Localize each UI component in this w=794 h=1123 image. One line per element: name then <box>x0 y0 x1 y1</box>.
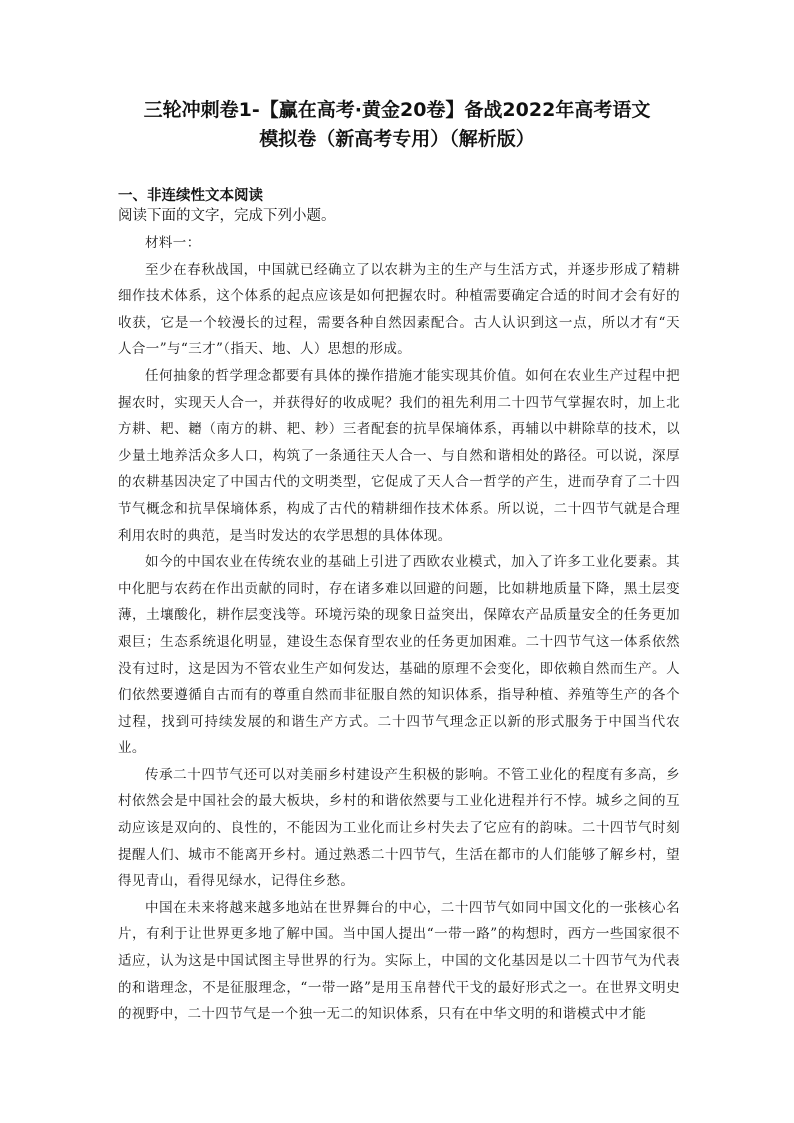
instruction-text: 阅读下面的文字，完成下列小题。 <box>118 208 336 224</box>
document-title <box>60 96 734 154</box>
material-label: 材料一： <box>145 235 201 251</box>
passage-paragraph: 如今的中国农业在传统农业的基础上引进了西欧农业模式，加入了许多工业化要素。其中化肥与农药在作出贡献的同时，存在诸多难以回避的问题，比如耕地质量下降，黑土层变薄，土壤酸化，耕作层变浅等。环境污染的现象日益突出，保障农产品质量安全的任务更加艰巨；生态系统退化明显，建设生态保育型农业的任务更加困难。二十四节气这一体系依然没有过时，这是因为不管农业生产如何发达，基础的原理不会变化，即依赖自然而生产。人们依然要遵循自古而有的尊重自然而非征服自然的知识体系，指导种植、养殖等生产的各个过程，找到可持续发展的和谐生产方式。二十四节气理念正以新的形式服务于中国当代农业。 <box>118 554 680 757</box>
passage-body <box>118 230 680 1028</box>
title-line-2: 模拟卷（新高考专用）（解析版） <box>259 128 535 150</box>
passage-paragraph: 传承二十四节气还可以对美丽乡村建设产生积极的影响。不管工业化的程度有多高，乡村依然会是中国社会的最大板块，乡村的和谐依然要与工业化进程并行不悖。城乡之间的互动应该是双向的、良性的，不能因为工业化而让乡村失去了它应有的韵味。二十四节气时刻提醒人们、城市不能离开乡村。通过熟悉二十四节气，生活在都市的人们能够了解乡村，望得见青山，看得见绿水，记得住乡愁。 <box>118 766 680 890</box>
passage-paragraph: 至少在春秋战国，中国就已经确立了以农耕为主的生产与生活方式，并逐步形成了精耕细作技术体系，这个体系的起点应该是如何把握农时。种植需要确定合适的时间才会有好的收获，它是一个较漫长的过程，需要各种自然因素配合。古人认识到这一点，所以才有“天人合一”与“三才”（指天、地、人）思想的形成。 <box>118 261 680 358</box>
section-heading: 一、非连续性文本阅读 <box>118 188 263 204</box>
passage-paragraph: 中国在未来将越来越多地站在世界舞台的中心，二十四节气如同中国文化的一张核心名片，有利于让世界更多地了解中国。当中国人提出“一带一路”的构想时，西方一些国家很不适应，认为这是中国试图主导世界的行为。实际上，中国的文化基因是以二十四节气为代表的和谐理念，不是征服理念，“一带一路”是用玉帛替代干戈的最好形式之一。在世界文明史的视野中，二十四节气是一个独一无二的知识体系，只有在中华文明的和谐模式中才能 <box>118 899 680 1023</box>
title-line-1: 三轮冲刺卷1-【赢在高考·黄金20卷】备战2022年高考语文 <box>143 99 651 121</box>
passage-paragraph: 任何抽象的哲学理念都要有具体的操作措施才能实现其价值。如何在农业生产过程中把握农时，实现天人合一，并获得好的收成呢？我们的祖先利用二十四节气掌握农时，加上北方耕、耙、耱（南方的耕、耙、耖）三者配套的抗旱保墒体系，再辅以中耕除草的技术，以少量土地养活众多人口，构筑了一条通往天人合一、与自然和谐相处的路径。可以说，深厚的农耕基因决定了中国古代的文明类型，它促成了天人合一哲学的产生，进而孕育了二十四节气概念和抗旱保墒体系，构成了古代的精耕细作技术体系。所以说，二十四节气就是合理利用农时的典范，是当时发达的农学思想的具体体现。 <box>118 367 680 544</box>
